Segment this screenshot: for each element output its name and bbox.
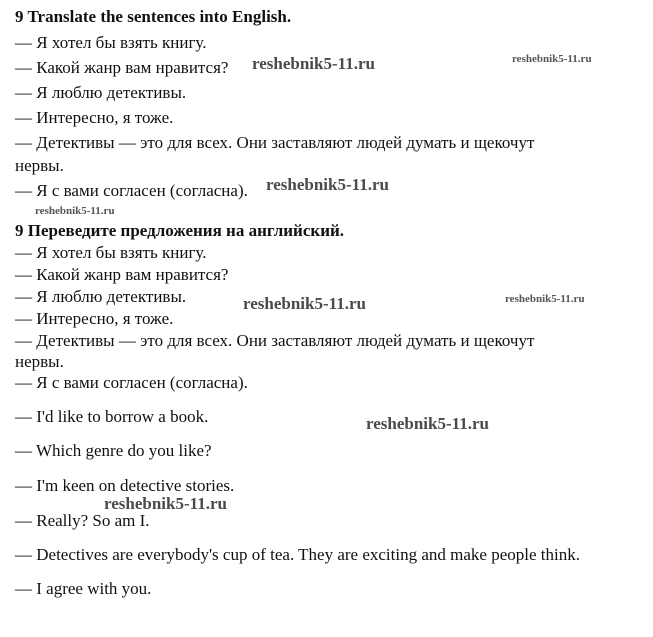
watermark: reshebnik5-11.ru (252, 54, 375, 73)
section1-line-6: нервы. (15, 156, 64, 175)
section1-line-7: — Я с вами согласен (согласна). (15, 181, 248, 200)
section1-line-5: — Детективы — это для всех. Они заставляют людей думать и щекочут (15, 133, 535, 152)
section2-line-1: — Я хотел бы взять книгу. (15, 243, 207, 262)
answer-1: — I'd like to borrow a book. (15, 407, 209, 426)
section1-heading: 9 Translate the sentences into English. (15, 7, 292, 26)
answer-2: — Which genre do you like? (15, 441, 212, 460)
watermark: reshebnik5-11.ru (512, 53, 592, 65)
section2-line-3: — Я люблю детективы. (15, 287, 187, 306)
section1-line-2: — Какой жанр вам нравится? (15, 58, 229, 77)
watermark: reshebnik5-11.ru (266, 175, 389, 194)
answer-4: — Really? So am I. (15, 511, 150, 530)
section2-line-6: нервы. (15, 352, 64, 371)
section1-line-4: — Интересно, я тоже. (15, 108, 174, 127)
answer-6: — I agree with you. (15, 579, 152, 598)
section2-line-2: — Какой жанр вам нравится? (15, 265, 229, 284)
watermark: reshebnik5-11.ru (366, 414, 489, 433)
watermark: reshebnik5-11.ru (243, 294, 366, 313)
section2-line-4: — Интересно, я тоже. (15, 309, 174, 328)
answer-5: — Detectives are everybody's cup of tea. They are exciting and make people think. (15, 545, 580, 564)
section1-line-3: — Я люблю детективы. (15, 83, 187, 102)
watermark: reshebnik5-11.ru (35, 205, 115, 217)
section2-line-7: — Я с вами согласен (согласна). (15, 373, 248, 392)
watermark: reshebnik5-11.ru (104, 494, 227, 513)
section2-line-5: — Детективы — это для всех. Они заставляют людей думать и щекочут (15, 331, 535, 350)
section2-heading: 9 Переведите предложения на английский. (15, 221, 345, 240)
section1-line-1: — Я хотел бы взять книгу. (15, 33, 207, 52)
answer-3: — I'm keen on detective stories. (15, 476, 235, 495)
watermark: reshebnik5-11.ru (505, 293, 585, 305)
